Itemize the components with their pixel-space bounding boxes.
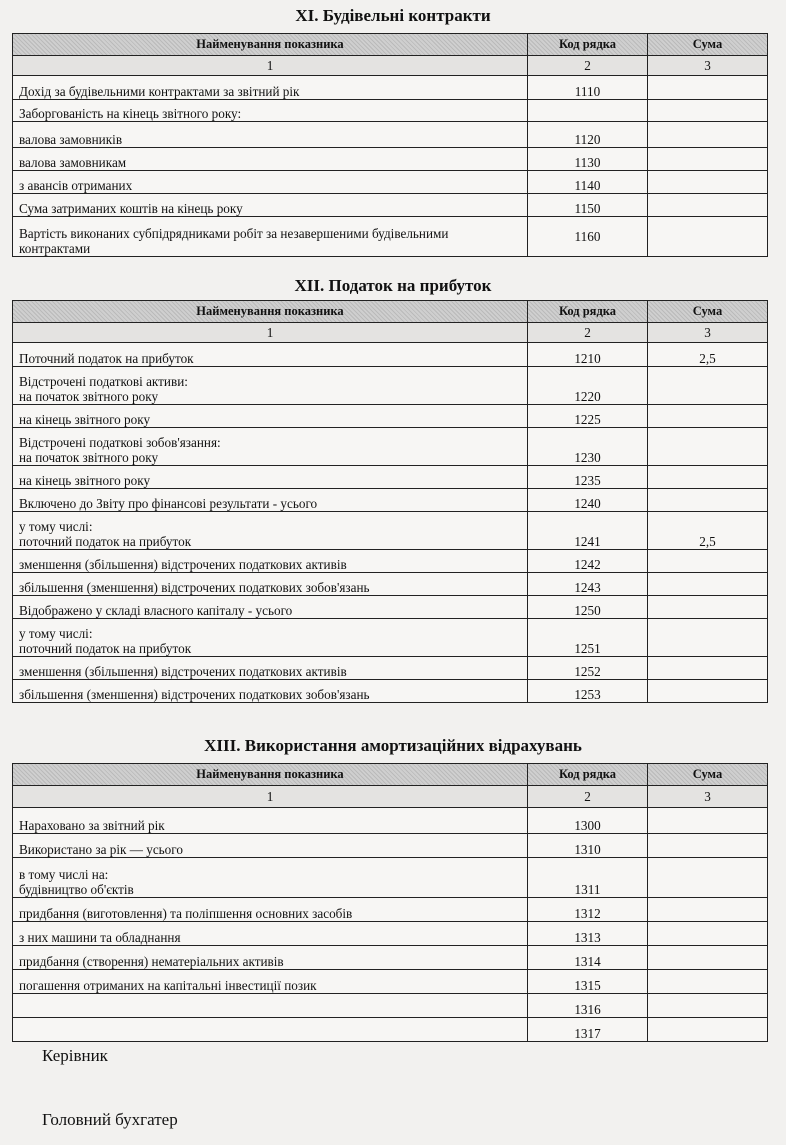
row-code: 1311 xyxy=(528,858,648,898)
row-amount[interactable] xyxy=(648,367,768,405)
row-amount[interactable] xyxy=(648,946,768,970)
row-code: 1140 xyxy=(528,171,648,194)
row-label: на кінець звітного року xyxy=(13,466,528,489)
row-label xyxy=(13,1018,528,1042)
row-code: 1160 xyxy=(528,217,648,257)
row-code: 1250 xyxy=(528,596,648,619)
header-row-code: Код рядка xyxy=(528,34,648,56)
header-amount: Сума xyxy=(648,764,768,786)
row-label-line: на початок звітного року xyxy=(19,389,159,404)
row-amount[interactable] xyxy=(648,405,768,428)
row-amount[interactable] xyxy=(648,466,768,489)
row-label xyxy=(13,994,528,1018)
row-code: 1120 xyxy=(528,122,648,148)
column-number: 3 xyxy=(648,323,768,343)
section-title-depreciation-use: XIII. Використання амортизаційних відрахувань xyxy=(204,736,582,755)
header-amount: Сума xyxy=(648,301,768,323)
row-amount[interactable] xyxy=(648,808,768,834)
row-amount[interactable] xyxy=(648,858,768,898)
row-label: Дохід за будівельними контрактами за звітний рік xyxy=(13,76,528,100)
header-amount: Сума xyxy=(648,34,768,56)
row-code: 1252 xyxy=(528,657,648,680)
header-row-code: Код рядка xyxy=(528,301,648,323)
row-code: 1310 xyxy=(528,834,648,858)
column-number: 2 xyxy=(528,323,648,343)
header-indicator-name: Найменування показника xyxy=(13,34,528,56)
row-label-line: Відстрочені податкові зобов'язання: xyxy=(19,435,221,450)
row-code: 1300 xyxy=(528,808,648,834)
row-amount[interactable]: 2,5 xyxy=(648,512,768,550)
row-code: 1230 xyxy=(528,428,648,466)
row-amount[interactable] xyxy=(648,619,768,657)
row-label: валова замовникам xyxy=(13,148,528,171)
column-number: 3 xyxy=(648,56,768,76)
row-code: 1251 xyxy=(528,619,648,657)
row-code: 1243 xyxy=(528,573,648,596)
column-number: 2 xyxy=(528,786,648,808)
column-number: 3 xyxy=(648,786,768,808)
row-amount[interactable] xyxy=(648,194,768,217)
row-code: 1225 xyxy=(528,405,648,428)
row-amount[interactable] xyxy=(648,171,768,194)
row-label-line: поточний податок на прибуток xyxy=(19,641,192,656)
row-label-line: на початок звітного року xyxy=(19,450,159,465)
row-amount[interactable] xyxy=(648,217,768,257)
row-label: Вартість виконаних субпідрядниками робіт за незавершеними будівельними контрактами xyxy=(13,217,528,257)
row-label xyxy=(13,428,528,466)
row-amount[interactable] xyxy=(648,922,768,946)
row-code: 1314 xyxy=(528,946,648,970)
row-label: з авансів отриманих xyxy=(13,171,528,194)
row-code: 1316 xyxy=(528,994,648,1018)
row-amount[interactable]: 2,5 xyxy=(648,343,768,367)
row-label: збільшення (зменшення) відстрочених податкових зобов'язань xyxy=(13,573,528,596)
row-code xyxy=(528,100,648,122)
header-indicator-name: Найменування показника xyxy=(13,764,528,786)
row-code: 1235 xyxy=(528,466,648,489)
row-amount[interactable] xyxy=(648,970,768,994)
column-number: 2 xyxy=(528,56,648,76)
row-label: зменшення (збільшення) відстрочених податкових активів xyxy=(13,550,528,573)
row-amount[interactable] xyxy=(648,550,768,573)
row-amount[interactable] xyxy=(648,573,768,596)
row-code: 1242 xyxy=(528,550,648,573)
row-amount[interactable] xyxy=(648,122,768,148)
row-label xyxy=(13,619,528,657)
row-amount[interactable] xyxy=(648,680,768,703)
row-label: Сума затриманих коштів на кінець року xyxy=(13,194,528,217)
column-number: 1 xyxy=(13,786,528,808)
row-amount[interactable] xyxy=(648,148,768,171)
depreciation-use-table xyxy=(12,763,768,1042)
row-amount[interactable] xyxy=(648,596,768,619)
row-code: 1130 xyxy=(528,148,648,171)
section-title-construction-contracts: XI. Будівельні контракти xyxy=(295,6,491,25)
row-label-line: у тому числі: xyxy=(19,519,93,534)
row-label: Відображено у складі власного капіталу - усього xyxy=(13,596,528,619)
header-indicator-name: Найменування показника xyxy=(13,301,528,323)
row-label: Використано за рік — усього xyxy=(13,834,528,858)
row-amount[interactable] xyxy=(648,428,768,466)
director-signature-label: Керівник xyxy=(42,1046,108,1065)
row-label: Включено до Звіту про фінансові результати - усього xyxy=(13,489,528,512)
chief-accountant-signature-label: Головний бухгатер xyxy=(42,1110,178,1129)
row-label xyxy=(13,512,528,550)
row-label-line: поточний податок на прибуток xyxy=(19,534,192,549)
row-label-line: будівництво об'єктів xyxy=(19,882,134,897)
header-row-code: Код рядка xyxy=(528,764,648,786)
row-label: з них машини та обладнання xyxy=(13,922,528,946)
row-amount[interactable] xyxy=(648,76,768,100)
row-label-line: Відстрочені податкові активи: xyxy=(19,374,188,389)
row-label: зменшення (збільшення) відстрочених податкових активів xyxy=(13,657,528,680)
row-amount[interactable] xyxy=(648,489,768,512)
row-amount[interactable] xyxy=(648,100,768,122)
row-amount[interactable] xyxy=(648,898,768,922)
row-code: 1240 xyxy=(528,489,648,512)
row-label-line: у тому числі: xyxy=(19,626,93,641)
row-label: валова замовників xyxy=(13,122,528,148)
row-label: придбання (створення) нематеріальних активів xyxy=(13,946,528,970)
row-code: 1317 xyxy=(528,1018,648,1042)
row-amount[interactable] xyxy=(648,834,768,858)
row-label-line: в тому числі на: xyxy=(19,867,109,882)
row-amount[interactable] xyxy=(648,1018,768,1042)
column-number: 1 xyxy=(13,56,528,76)
row-label: Заборгованість на кінець звітного року: xyxy=(13,100,528,122)
row-amount[interactable] xyxy=(648,657,768,680)
row-code: 1110 xyxy=(528,76,648,100)
row-label: Поточний податок на прибуток xyxy=(13,343,528,367)
row-code: 1210 xyxy=(528,343,648,367)
row-code: 1241 xyxy=(528,512,648,550)
row-label: збільшення (зменшення) відстрочених податкових зобов'язань xyxy=(13,680,528,703)
row-label: придбання (виготовлення) та поліпшення основних засобів xyxy=(13,898,528,922)
row-code: 1312 xyxy=(528,898,648,922)
row-code: 1253 xyxy=(528,680,648,703)
construction-contracts-table xyxy=(12,33,768,257)
row-code: 1313 xyxy=(528,922,648,946)
row-label: Нараховано за звітний рік xyxy=(13,808,528,834)
section-title-income-tax: XII. Податок на прибуток xyxy=(294,276,492,295)
income-tax-table xyxy=(12,300,768,703)
row-label xyxy=(13,367,528,405)
row-code: 1220 xyxy=(528,367,648,405)
row-amount[interactable] xyxy=(648,994,768,1018)
row-label: на кінець звітного року xyxy=(13,405,528,428)
row-label xyxy=(13,858,528,898)
row-code: 1315 xyxy=(528,970,648,994)
column-number: 1 xyxy=(13,323,528,343)
row-label: погашення отриманих на капітальні інвестиції позик xyxy=(13,970,528,994)
row-code: 1150 xyxy=(528,194,648,217)
